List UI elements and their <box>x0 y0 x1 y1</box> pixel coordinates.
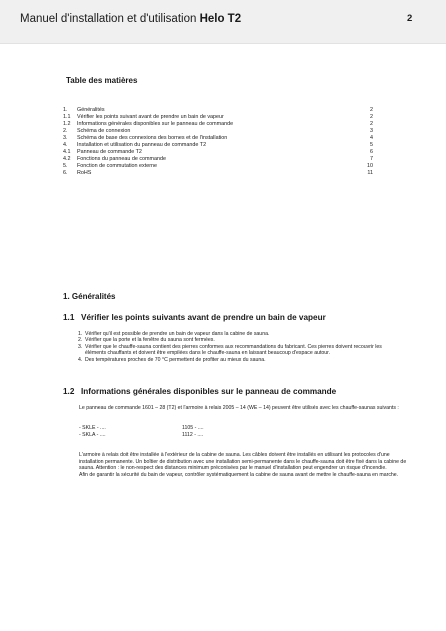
list-item-number: 1. <box>78 331 83 337</box>
toc-title: Table des matières <box>66 76 138 85</box>
toc-item-label: RoHS <box>77 170 92 177</box>
toc-item[interactable] <box>63 149 373 156</box>
header-title <box>20 13 241 25</box>
toc-item-page: 5 <box>370 142 373 149</box>
table-of-contents <box>63 107 373 177</box>
toc-item-label: Généralités <box>77 107 105 113</box>
model-number: 1105 - .... <box>182 425 204 431</box>
page-number: 2 <box>407 13 413 24</box>
toc-item-number: 1.2 <box>63 121 71 128</box>
model-row <box>79 432 329 439</box>
section-title: Informations générales disponibles sur le panneau de commande <box>81 387 337 396</box>
toc-item-number: 4.2 <box>63 156 71 163</box>
toc-item-label: Installation et utilisation du panneau de commande T2 <box>77 142 207 149</box>
toc-item-page: 11 <box>367 170 373 177</box>
toc-item-number: 6. <box>63 170 68 177</box>
section-number: 1.2 <box>63 387 75 396</box>
toc-item-page: 4 <box>370 135 373 142</box>
body-paragraph <box>79 452 411 478</box>
list-item-text: Vérifier qu'il est possible de prendre un bain de vapeur dans la cabine de sauna. <box>85 331 270 337</box>
list-item-text: Vérifier que le chauffe-sauna contient des pierres conformes aux recommandations du fabricant. Ces pierres doivent recouvrir les éléments chauffants et doivent être empilées dans le chauffe-sauna en laissant beaucoup d'espace autour. <box>85 343 382 357</box>
section-title: Vérifier les points suivants avant de prendre un bain de vapeur <box>81 313 326 322</box>
toc-item[interactable] <box>63 163 373 170</box>
model-code: - SKLA - .... <box>79 432 106 439</box>
list-item-number: 4. <box>78 356 83 363</box>
toc-item-page: 7 <box>370 156 373 163</box>
page-header <box>0 0 446 44</box>
header-product-name: Helo T2 <box>199 13 242 25</box>
toc-item-number: 4.1 <box>63 149 71 156</box>
model-code: - SKLE - .... <box>79 425 106 431</box>
toc-item-page: 2 <box>370 121 373 128</box>
installation-text: L'armoire à relais doit être installée à l'extérieur de la cabine de sauna. Les câbles doivent être installés en utilisant les protocoles d'une installation permanente. Un boîtier de distribution avec une installation semi-permanente dans le chauffe-sauna doit être fixé dans la cabine de sauna. Attention : le non-respect des distances minimum préconisées par le manuel d'installation peut engendrer un risque d'incendie. <box>79 452 407 472</box>
model-row <box>79 425 329 432</box>
list-item-text: Des températures proches de 70 °C permettent de profiter au mieux du sauna. <box>85 356 266 363</box>
toc-item-label: Fonctions du panneau de commande <box>77 156 167 163</box>
safety-text: Afin de garantir la sécurité du bain de vapeur, contrôler systématiquement la cabine de sauna avant de mettre le chauffe-sauna en marche. <box>79 471 399 478</box>
toc-item[interactable] <box>63 135 373 142</box>
toc-item[interactable] <box>63 114 373 121</box>
toc-item[interactable] <box>63 142 373 149</box>
toc-item-number: 4. <box>63 142 68 149</box>
toc-item-page: 10 <box>367 163 373 170</box>
toc-item-label: Schéma de connexion <box>77 128 131 135</box>
toc-item-page: 6 <box>370 149 373 156</box>
heater-models-list <box>79 425 329 440</box>
toc-item-page: 3 <box>370 128 373 135</box>
header-title-text: Manuel d'installation et d'utilisation <box>20 13 200 25</box>
list-item <box>78 357 398 363</box>
toc-item[interactable] <box>63 107 373 114</box>
toc-item-page: 2 <box>370 114 373 121</box>
toc-item-number: 1.1 <box>63 114 71 121</box>
toc-item-label: Fonction de commutation externe <box>77 163 158 170</box>
checklist <box>78 331 398 363</box>
section-heading-1: 1. Généralités <box>63 292 116 301</box>
toc-item[interactable] <box>63 156 373 163</box>
toc-item-number: 1. <box>63 107 68 113</box>
toc-item[interactable] <box>63 121 373 128</box>
toc-item[interactable] <box>63 170 373 177</box>
toc-item-number: 2. <box>63 128 68 135</box>
intro-paragraph: Le panneau de commande 1601 – 28 (T2) et l'armoire à relais 2005 – 14 (WE – 14) peuvent être utilisés avec les chauffe-saunas suivants : <box>79 405 399 411</box>
section-number: 1.1 <box>63 313 75 322</box>
toc-item-label: Panneau de commande T2 <box>77 149 142 156</box>
list-item-number: 2. <box>78 337 83 344</box>
toc-item-number: 3. <box>63 135 68 142</box>
toc-item-label: Informations générales disponibles sur le panneau de commande <box>77 121 234 128</box>
toc-item-label: Schéma de base des connexions des bornes et de l'installation <box>77 135 228 142</box>
toc-item-page: 2 <box>370 107 373 113</box>
toc-item-number: 5. <box>63 163 68 170</box>
list-item <box>78 344 398 357</box>
toc-item[interactable] <box>63 128 373 135</box>
list-item-text: Vérifier que la porte et la fenêtre du sauna sont fermées. <box>85 337 215 344</box>
list-item-number: 3. <box>78 343 83 350</box>
model-number: 1112 - .... <box>182 432 204 439</box>
toc-item-label: Vérifier les points suivant avant de prendre un bain de vapeur <box>77 114 224 121</box>
